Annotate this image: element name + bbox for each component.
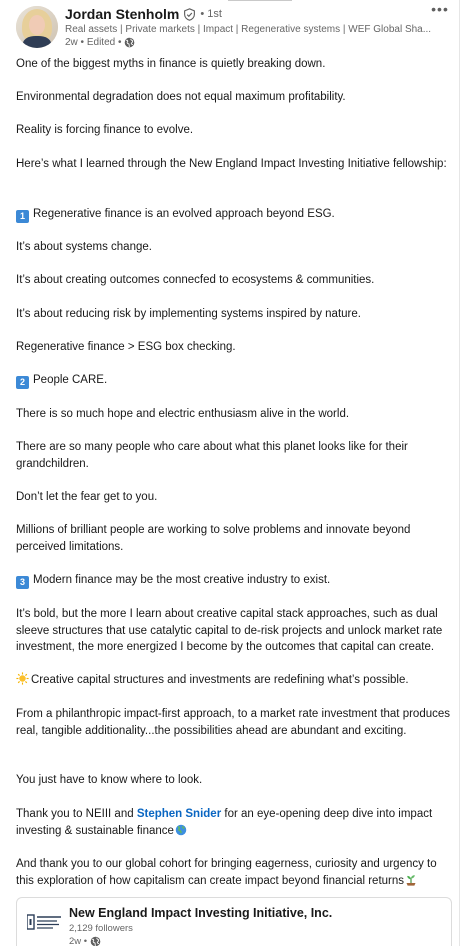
post-paragraph-sun [16, 672, 452, 689]
post-paragraph: It’s bold, but the more I learn about creative capital stack approaches, such as dual sleeve structures that use catalytic capital to de-risk projects and unlock market rate investment, the more energized I become by the outcomes that capital can create. [16, 608, 443, 653]
author-headline: Real assets | Private markets | Impact | Regenerative systems | WEF Global Sha... [65, 24, 432, 35]
seedling-icon [405, 874, 417, 886]
post-paragraph: From a philanthropic impact-first approach, to a market rate investment that produces real, tangible additionality...the possibilities ahead are abundant and exciting. [16, 708, 451, 737]
verified-shield-icon [183, 8, 196, 21]
post-paragraph-text: Creative capital structures and investments are redefining what’s possible. [31, 674, 409, 686]
post-meta [65, 37, 135, 48]
post-paragraph: Regenerative finance > ESG box checking. [16, 341, 236, 353]
post-meta-text: 2w • Edited • [65, 37, 122, 48]
mention-link[interactable]: Stephen Snider [136, 808, 222, 820]
post-paragraph: Millions of brilliant people are working to solve problems and innovate beyond perceived limitations. [16, 524, 411, 553]
thanks-text-end: for an eye-opening deep dive into impact investing & sustainable finance [16, 808, 433, 837]
post-paragraph-thanks [16, 806, 452, 839]
more-options-icon[interactable]: ••• [431, 1, 449, 17]
post-paragraph: It’s about reducing risk by implementing systems inspired by nature. [16, 308, 361, 320]
organization-logo[interactable] [27, 911, 63, 933]
post-paragraph: Environmental degradation does not equal maximum profitability. [16, 91, 346, 103]
avatar[interactable] [16, 6, 58, 48]
number-two-icon: 2 [16, 376, 29, 389]
organization-name[interactable]: New England Impact Investing Initiative, Inc. [69, 906, 333, 920]
globe-icon [124, 37, 135, 48]
post-paragraph: Don’t let the fear get to you. [16, 491, 158, 503]
post-paragraph: It’s about creating outcomes connecfed to ecosystems & communities. [16, 274, 375, 286]
globe-icon [90, 936, 101, 946]
post-header [16, 1, 451, 50]
organization-post-meta [69, 936, 101, 946]
earth-globe-icon [175, 824, 187, 836]
shared-organization-card[interactable] [16, 897, 452, 946]
author-name[interactable]: Jordan Stenholm [65, 6, 180, 22]
number-three-icon: 3 [16, 576, 29, 589]
author-name-row [65, 5, 222, 23]
point-heading-text: People CARE. [33, 374, 108, 386]
post-paragraph: There are so many people who care about what this planet looks like for their grandchildren. [16, 441, 408, 470]
number-one-icon: 1 [16, 210, 29, 223]
organization-meta-text: 2w • [69, 936, 88, 946]
post-paragraph: It’s about systems change. [16, 241, 152, 253]
post-paragraph: You just have to know where to look. [16, 774, 203, 786]
point-heading-text: Modern finance may be the most creative industry to exist. [33, 574, 331, 586]
sun-icon [16, 672, 29, 685]
post-paragraph: One of the biggest myths in finance is quietly breaking down. [16, 58, 326, 70]
post-paragraph: There is so much hope and electric enthusiasm alive in the world. [16, 408, 350, 420]
post-paragraph: Here’s what I learned through the New England Impact Investing Initiative fellowship: [16, 158, 447, 170]
connection-degree: • 1st [200, 8, 222, 20]
post-paragraph-cohort [16, 856, 452, 889]
organization-followers: 2,129 followers [69, 923, 133, 934]
thanks-text-start: Thank you to NEIII and [16, 808, 137, 820]
point-heading-2 [16, 372, 452, 389]
point-heading-text: Regenerative finance is an evolved approach beyond ESG. [33, 208, 335, 220]
post-paragraph: Reality is forcing finance to evolve. [16, 124, 194, 136]
cohort-text: And thank you to our global cohort for bringing eagerness, curiosity and urgency to this exploration of how capitalism can create impact beyond financial returns [16, 858, 437, 887]
point-heading-3 [16, 572, 452, 589]
point-heading-1 [16, 206, 452, 223]
